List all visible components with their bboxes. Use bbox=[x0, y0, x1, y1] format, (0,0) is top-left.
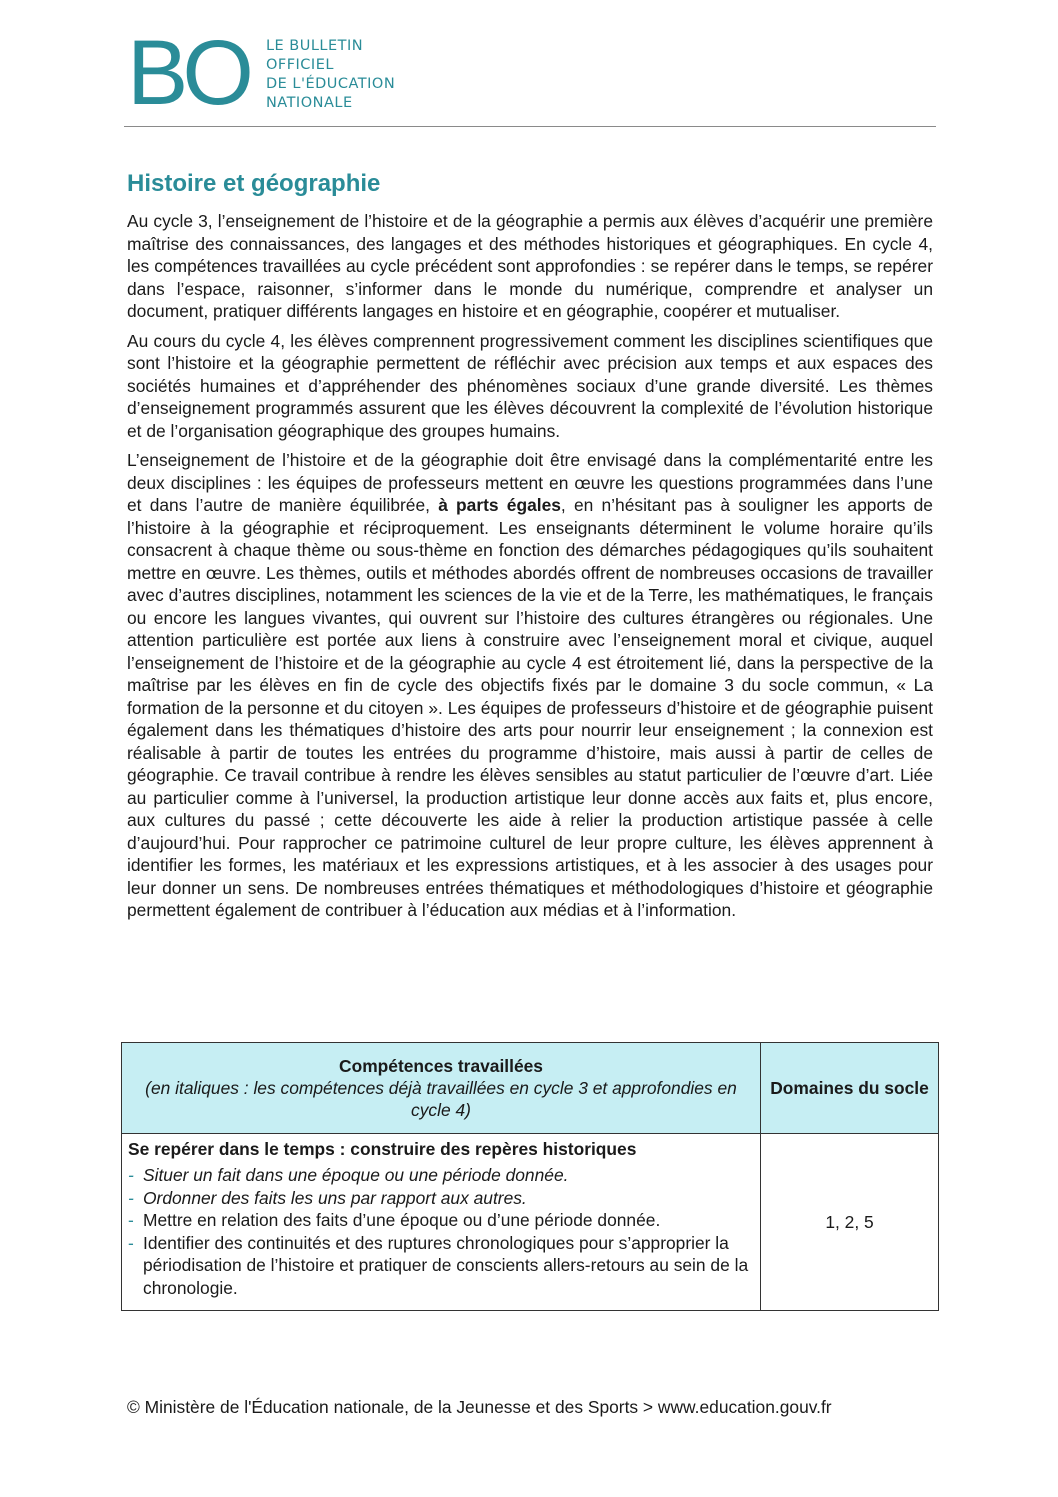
logo-line: LE BULLETIN bbox=[265, 38, 364, 54]
logo-line: NATIONALE bbox=[265, 95, 353, 111]
domaines-cell: 1, 2, 5 bbox=[761, 1134, 939, 1311]
header-competences-title: Compétences travaillées bbox=[339, 1056, 543, 1076]
competence-list bbox=[128, 1164, 752, 1299]
body-text bbox=[127, 210, 933, 929]
logo-line: DE L'ÉDUCATION bbox=[265, 76, 396, 92]
dash-bullet: - bbox=[128, 1187, 134, 1208]
dash-bullet: - bbox=[128, 1210, 134, 1230]
bo-logo bbox=[127, 22, 396, 124]
competence-title: Se repérer dans le temps : construire des repères historiques bbox=[128, 1139, 637, 1159]
table-header-row bbox=[122, 1043, 939, 1134]
dash-bullet: - bbox=[128, 1165, 134, 1185]
list-item-text: Mettre en relation des faits d’une époque ou d’une période donnée. bbox=[143, 1210, 661, 1230]
list-item-text: Situer un fait dans une époque ou une période donnée. bbox=[143, 1165, 569, 1185]
paragraph-3-part-1: L’enseignement de l’histoire et de la géographie doit être envisagé dans la complémentarité entre les deux disciplines : les équipes de professeurs mettent en œuvre les questions programmées dans l’une et dans l’autre de manière équilibrée, bbox=[127, 450, 933, 515]
paragraph-1: Au cycle 3, l’enseignement de l’histoire et de la géographie a permis aux élèves d’acquérir une première maîtrise des connaissances, des langages et des méthodes historiques et géographiques. En cycle 4, les compétences travaillées au cycle précédent sont approfondies : se repérer dans le temps, se repérer dans l’espace, raisonner, s’informer dans le monde du numérique, comprendre et analyser un document, pratiquer différents langages en histoire et en géographie, coopérer et mutualiser. bbox=[127, 211, 933, 321]
logo-line: OFFICIEL bbox=[265, 57, 334, 73]
paragraph-3-part-2: , en n’hésitant pas à souligner les apports de l’histoire à la géographie et réciproquement. Les enseignants déterminent le volume horaire qu’ils consacrent à chaque thème ou sous-thème en fonction des démarches pédagogiques qu’ils souhaitent mettre en œuvre. Les thèmes, outils et méthodes abordés offrent de nombreuses occasions de travailler avec d’autres disciplines, notamment les sciences de la vie et de la Terre, les mathématiques, le français ou encore les langues vivantes, qui ouvrent sur l’histoire des cultures étrangères ou régionales. Une attention particulière est portée aux liens à construire avec l’enseignement moral et civique, auquel l’enseignement de l’histoire et de la géographie au cycle 4 est étroitement lié, dans la perspective de la maîtrise par les élèves en fin de cycle des objectifs fixés par le domaine 3 du socle commun, « La formation de la personne et du citoyen ». Les équipes de professeurs d’histoire et de géographie puisent également dans les thématiques d’histoire des arts pour nourrir leur enseignement ; la connexion est réalisable à partir de toutes les entrées du programme d’histoire, mais aussi à partir de celles de géographie. Ce travail contribue à rendre les élèves sensibles au statut particulier de l’œuvre d’art. Liée au particulier comme à l’universel, la production artistique leur donne accès aux faits et, plus encore, aux cultures du passé ; cette découverte les aide à relier la production artistique passée à celle d’aujourd’hui. Pour rapprocher ce patrimoine culturel de leur propre culture, les élèves apprennent à identifier les formes, les matériaux et les expressions artistiques, et à les associer à des usages pour leur donner un sens. De nombreuses entrées thématiques et méthodologiques d’histoire et géographie permettent également de contribuer à l’éducation aux médias et à l’information. bbox=[127, 495, 933, 920]
logo-text bbox=[266, 37, 395, 113]
dash-bullet: - bbox=[128, 1232, 134, 1253]
list-item-text: Identifier des continuités et des ruptures chronologiques pour s’approprier la périodisation de l’histoire et pratiquer de conscients allers-retours au sein de la chronologie. bbox=[143, 1232, 749, 1298]
list-item bbox=[128, 1164, 752, 1187]
list-item bbox=[128, 1209, 752, 1232]
header-divider bbox=[124, 126, 936, 127]
list-item bbox=[128, 1232, 752, 1300]
competences-table bbox=[121, 1042, 939, 1311]
header-competences bbox=[122, 1043, 761, 1134]
table-row bbox=[122, 1134, 939, 1311]
header-competences-note: (en italiques : les compétences déjà travaillées en cycle 3 et approfondies en cycle 4) bbox=[145, 1078, 737, 1120]
header-domaines: Domaines du socle bbox=[761, 1043, 939, 1134]
page-title: Histoire et géographie bbox=[127, 170, 381, 197]
paragraph-3 bbox=[127, 449, 933, 922]
competence-cell bbox=[122, 1134, 761, 1311]
paragraph-3-emphasis: à parts égales bbox=[438, 495, 561, 515]
list-item bbox=[128, 1187, 752, 1210]
logo-mark: BO bbox=[127, 22, 248, 124]
list-item-text: Ordonner des faits les uns par rapport aux autres. bbox=[143, 1187, 527, 1208]
footer-copyright: © Ministère de l'Éducation nationale, de la Jeunesse et des Sports > www.education.gouv.fr bbox=[127, 1397, 832, 1417]
paragraph-2: Au cours du cycle 4, les élèves comprennent progressivement comment les disciplines scientifiques que sont l’histoire et la géographie permettent de réfléchir avec précision aux temps et aux espaces des sociétés humaines et d’appréhender des phénomènes sociaux d’une grande diversité. Les thèmes d’enseignement programmés assurent que les élèves découvrent la complexité de l’évolution historique et de l’organisation géographique des groupes humains. bbox=[127, 330, 933, 441]
